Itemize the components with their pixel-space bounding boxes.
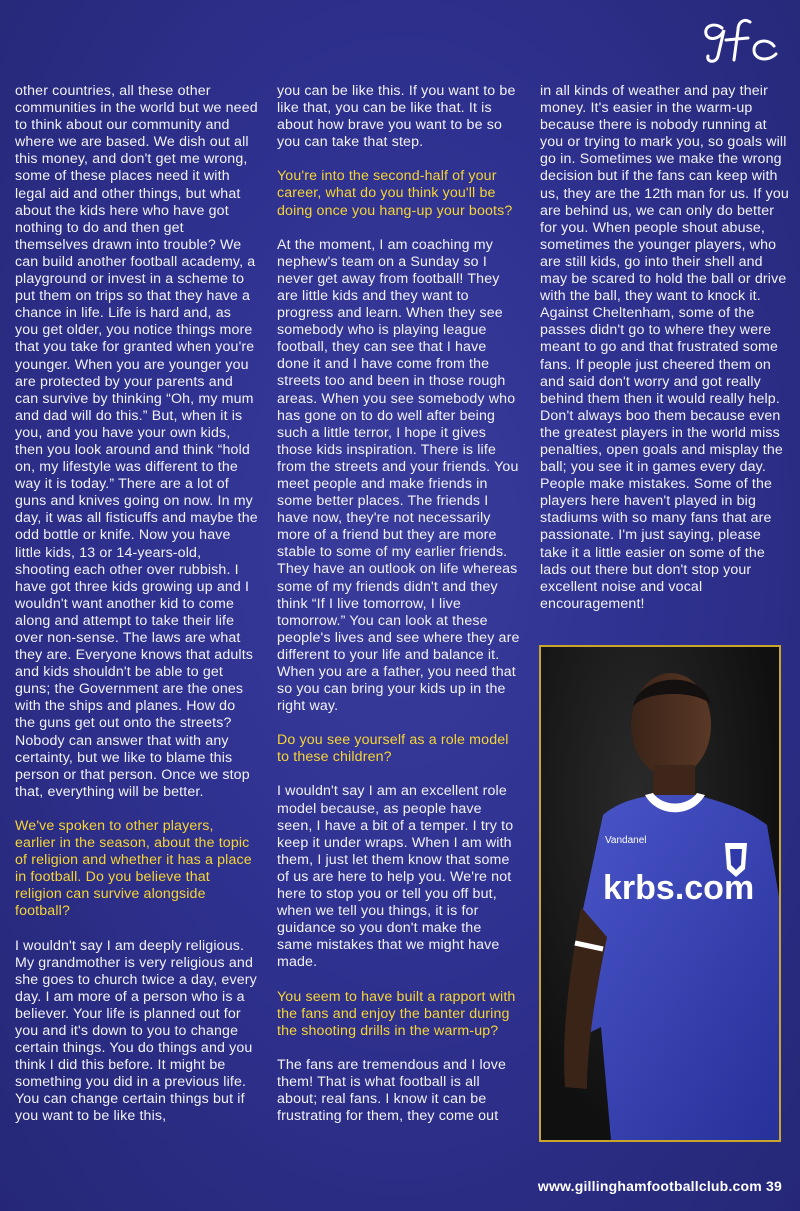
answer-paragraph: other countries, all these other communities in the world but we need to think about our community and where we are based. We dish out all this money, and don't get me wrong, some of these places need it with legal aid and other things, but what about the kids here who have got nothing to do and then get themselves drawn into trouble? We can build another football academy, a playground or invest in a scheme to put them on trips so that they have a chance in life. Life is hard and, as you get older, you notice things more that you take for granted when you're younger. When you are younger you are protected by your parents and can survive by thinking “Oh, my mum and dad will do this.” But, when it is you, and you have your own kids, then you look around and think “hold on, my lifestyle was different to the way it is today.” There are a lot of guns and knives going on now. In my day, it was all fisticuffs and maybe the odd bottle or knife. Now you have little kids, 13 or 14-years-old, shooting each other over rubbish. I have got three kids growing up and I wouldn't want another kid to come along and attempt to take their life over non-sense. The laws are what they are. Everyone knows that adults and kids shouldn't be able to get guns; the Government are the ones with the ships and planes. How do the guns get out onto the streets? Nobody can answer that with any certainty, but we like to blame this person or that person. Once we stop that, everything will be better.: [15, 83, 258, 800]
answer-paragraph: I wouldn't say I am deeply religious. My grandmother is very religious and she goes to church twice a day, every day. I am more of a person who is a believer. Your life is planned out for you and it's down to you to change certain things. You do things and you think I did this before. It might be something you did in a previous life. You can change certain things but if you want to be like this,: [15, 937, 257, 1125]
kit-brand: Vandanel: [605, 835, 647, 846]
interview-question: We've spoken to other players, earlier in the season, about the topic of religion and whether it has a place in football. Do you believe that religion can survive alongside football?: [15, 817, 252, 920]
answer-paragraph: I wouldn't say I am an excellent role model because, as people have seen, I have a bit of a temper. I try to keep it under wraps. When I am with them, I just let them know that some of us are here to help you. We're not here to stop you or tell you off but, when we tell you things, it is for guidance so you don't make the same mistakes that we might have made.: [277, 783, 514, 971]
page-footer: [538, 1178, 782, 1194]
answer-paragraph: in all kinds of weather and pay their money. It's easier in the warm-up because there is nobody running at you or trying to mark you, so goals will go in. Sometimes we make the wrong decision but if the fans can keep with us, they are the 12th man for us. If you are behind us, we can only do better for you. When people shout abuse, sometimes the younger players, who are still kids, go into their shell and may be scared to hold the ball or drive with the ball, they want to knock it. Against Cheltenham, some of the passes didn't go to where they were meant to go and that frustrated some fans. If people just cheered them on and said don't worry and got really behind them then it would really help. Don't always boo them because even the greatest players in the world miss penalties, open goals and misplay the ball; you see it in games every day. People make mistakes. Some of the players here haven't played in big stadiums with so many fans that are passionate. I'm just saying, please take it a little easier on some of the lads out there but don't stop your excellent noise and vocal encouragement!: [540, 83, 789, 612]
text-column-2: [277, 83, 520, 1125]
club-website: www.gillinghamfootballclub.com: [537, 1178, 762, 1194]
interview-question: Do you see yourself as a role model to these children?: [277, 732, 509, 766]
page-number: 39: [766, 1178, 782, 1194]
answer-paragraph: At the moment, I am coaching my nephew's team on a Sunday so I never get away from football! They are little kids and they want to progress and learn. When they see somebody who is playing league football, they can see that I have done it and I have come from the streets too and been in those rough areas. When you see somebody who has gone on to do well after being such a little terror, I hope it gives those kids inspiration. There is life from the streets and your friends. You meet people and make friends in some better places. The friends I have now, they're not necessarily more of a friend but they are more stable to some of my earlier friends. They have an outlook on life whereas some of my friends didn't and they think “If I live tomorrow, I live tomorrow.” You can look at these people's lives and see where they are different to your life and balance it. When you are a father, you need that so you can bring your kids up in the right way.: [277, 236, 520, 715]
answer-paragraph: you can be like this. If you want to be like that, you can be like that. It is about how brave you want to be so you can take that step.: [277, 83, 516, 151]
shirt-sponsor: krbs.com: [603, 869, 755, 907]
answer-paragraph: The fans are tremendous and I love them! That is what football is all about; real fans. I know it can be frustrating for them, they come out: [277, 1056, 507, 1125]
text-column-3: [540, 83, 790, 613]
interview-question: You're into the second-half of your career, what do you think you'll be doing once you hang-up your boots?: [277, 168, 513, 219]
text-column-1: [15, 83, 258, 1126]
player-photo: [539, 645, 781, 1142]
player-illustration: [541, 647, 779, 1140]
interview-question: You seem to have built a rapport with the fans and enjoy the banter during the shooting drills in the warm-up?: [277, 988, 516, 1039]
club-logo: [700, 16, 780, 68]
